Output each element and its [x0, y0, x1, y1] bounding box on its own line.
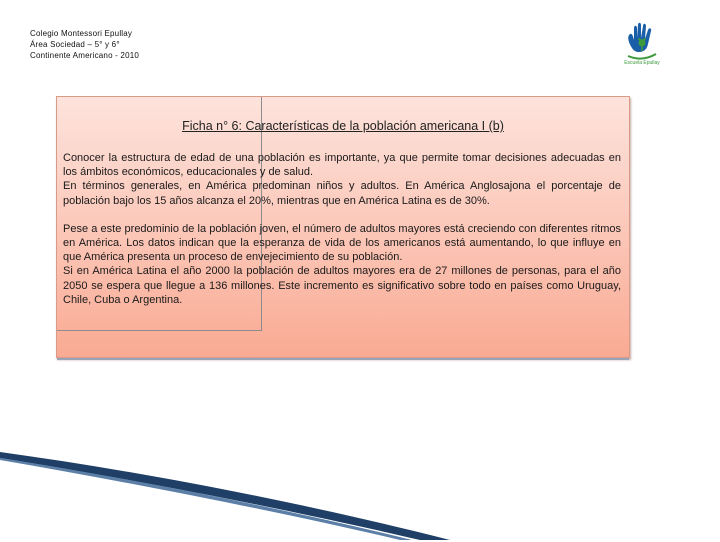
logo-caption: Escuela Epullay — [624, 60, 660, 66]
school-name: Colegio Montessori Epullay — [30, 29, 133, 38]
paragraph-1-line-2: En términos generales, en América predominan niños y adultos. En América Anglosajona el porcentaje de población bajo los 15 años alcanza el 20%, mientras que en América Latina es de 30%. — [63, 180, 621, 207]
paragraph-2 — [63, 222, 621, 307]
card-title: Ficha n° 6: Características de la población americana I (b) — [182, 119, 504, 133]
subject-area: Área Sociedad – 5° y 6° — [30, 40, 120, 49]
hand-logo-icon — [618, 18, 666, 66]
paragraph-1-line-1: Conocer la estructura de edad de una población es importante, ya que permite tomar decisiones adecuadas en los ámbitos económicos, educacionales y de salud. — [63, 152, 621, 179]
school-header — [30, 28, 139, 61]
paragraph-2-line-1: Pese a este predominio de la población joven, el número de adultos mayores está creciendo con diferentes ritmos en América. Los datos indican que la esperanza de vida de los americanos está aumentando, lo que influye en que América presenta un proceso de envejecimiento de su población. — [63, 222, 621, 264]
paragraph-1 — [63, 151, 621, 208]
card-body — [63, 151, 621, 321]
decorative-bottom-stripe — [0, 452, 720, 542]
paragraph-2-line-2: Si en América Latina el año 2000 la población de adultos mayores era de 27 millones de personas, para el año 2050 se espera que llegue a 136 millones. Este incremento es significativo sobre todo en países como Uruguay, Chile, Cuba o Argentina. — [63, 265, 621, 306]
course-topic: Continente Americano - 2010 — [30, 51, 140, 60]
info-card — [56, 96, 630, 358]
